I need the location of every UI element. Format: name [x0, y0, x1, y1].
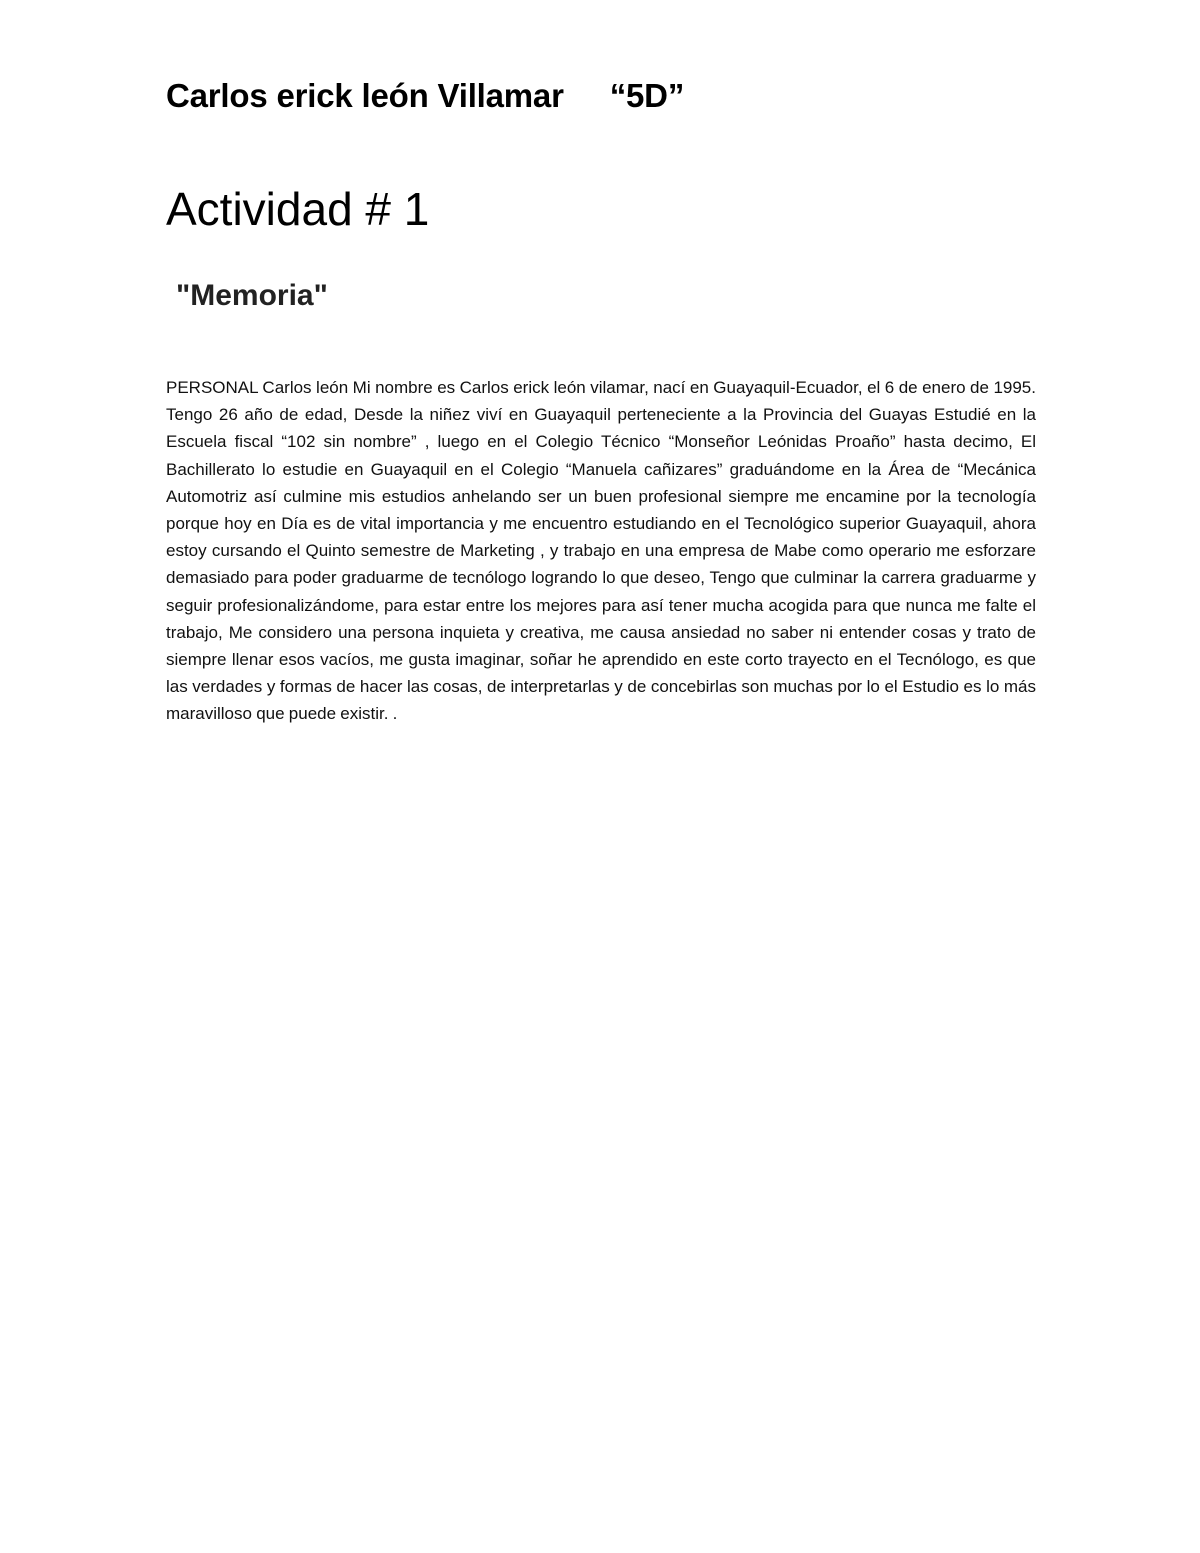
body-paragraph: PERSONAL Carlos león Mi nombre es Carlos erick león vilamar, nací en Guayaquil-Ecuador, el 6 de enero de 1995. Tengo 26 año de edad, Desde la niñez viví en Guayaquil perteneciente a la Provincia del Guayas Estudié en la Escuela fiscal “102 sin nombre” , luego en el Colegio Técnico “Monseñor Leónidas Proaño” hasta decimo, El Bachillerato lo estudie en Guayaquil en el Colegio “Manuela cañizares” graduándome en la Área de “Mecánica Automotriz así culmine mis estudios anhelando ser un buen profesional siempre me encamine por la tecnología porque hoy en Día es de vital importancia y me encuentro estudiando en el Tecnológico superior Guayaquil, ahora estoy cursando el Quinto semestre de Marketing , y trabajo en una empresa de Mabe como operario me esforzare demasiado para poder graduarme de tecnólogo logrando lo que deseo, Tengo que culminar la carrera graduarme y seguir profesionalizándome, para estar entre los mejores para así tener mucha acogida para que nunca me falte el trabajo, Me considero una persona inquieta y creativa, me causa ansiedad no saber ni entender cosas y trato de siempre llenar esos vacíos, me gusta imaginar, soñar he aprendido en este corto trayecto en el Tecnólogo, es que las verdades y formas de hacer las cosas, de interpretarlas y de concebirlas son muchas por lo el Estudio es lo más maravilloso que puede existir. .: [166, 378, 1036, 724]
document-subtitle: "Memoria": [176, 279, 328, 312]
activity-title: Actividad # 1: [166, 183, 430, 235]
author-heading: [166, 74, 684, 118]
group-label: “5D”: [609, 77, 685, 114]
author-name: Carlos erick león Villamar: [166, 77, 564, 114]
